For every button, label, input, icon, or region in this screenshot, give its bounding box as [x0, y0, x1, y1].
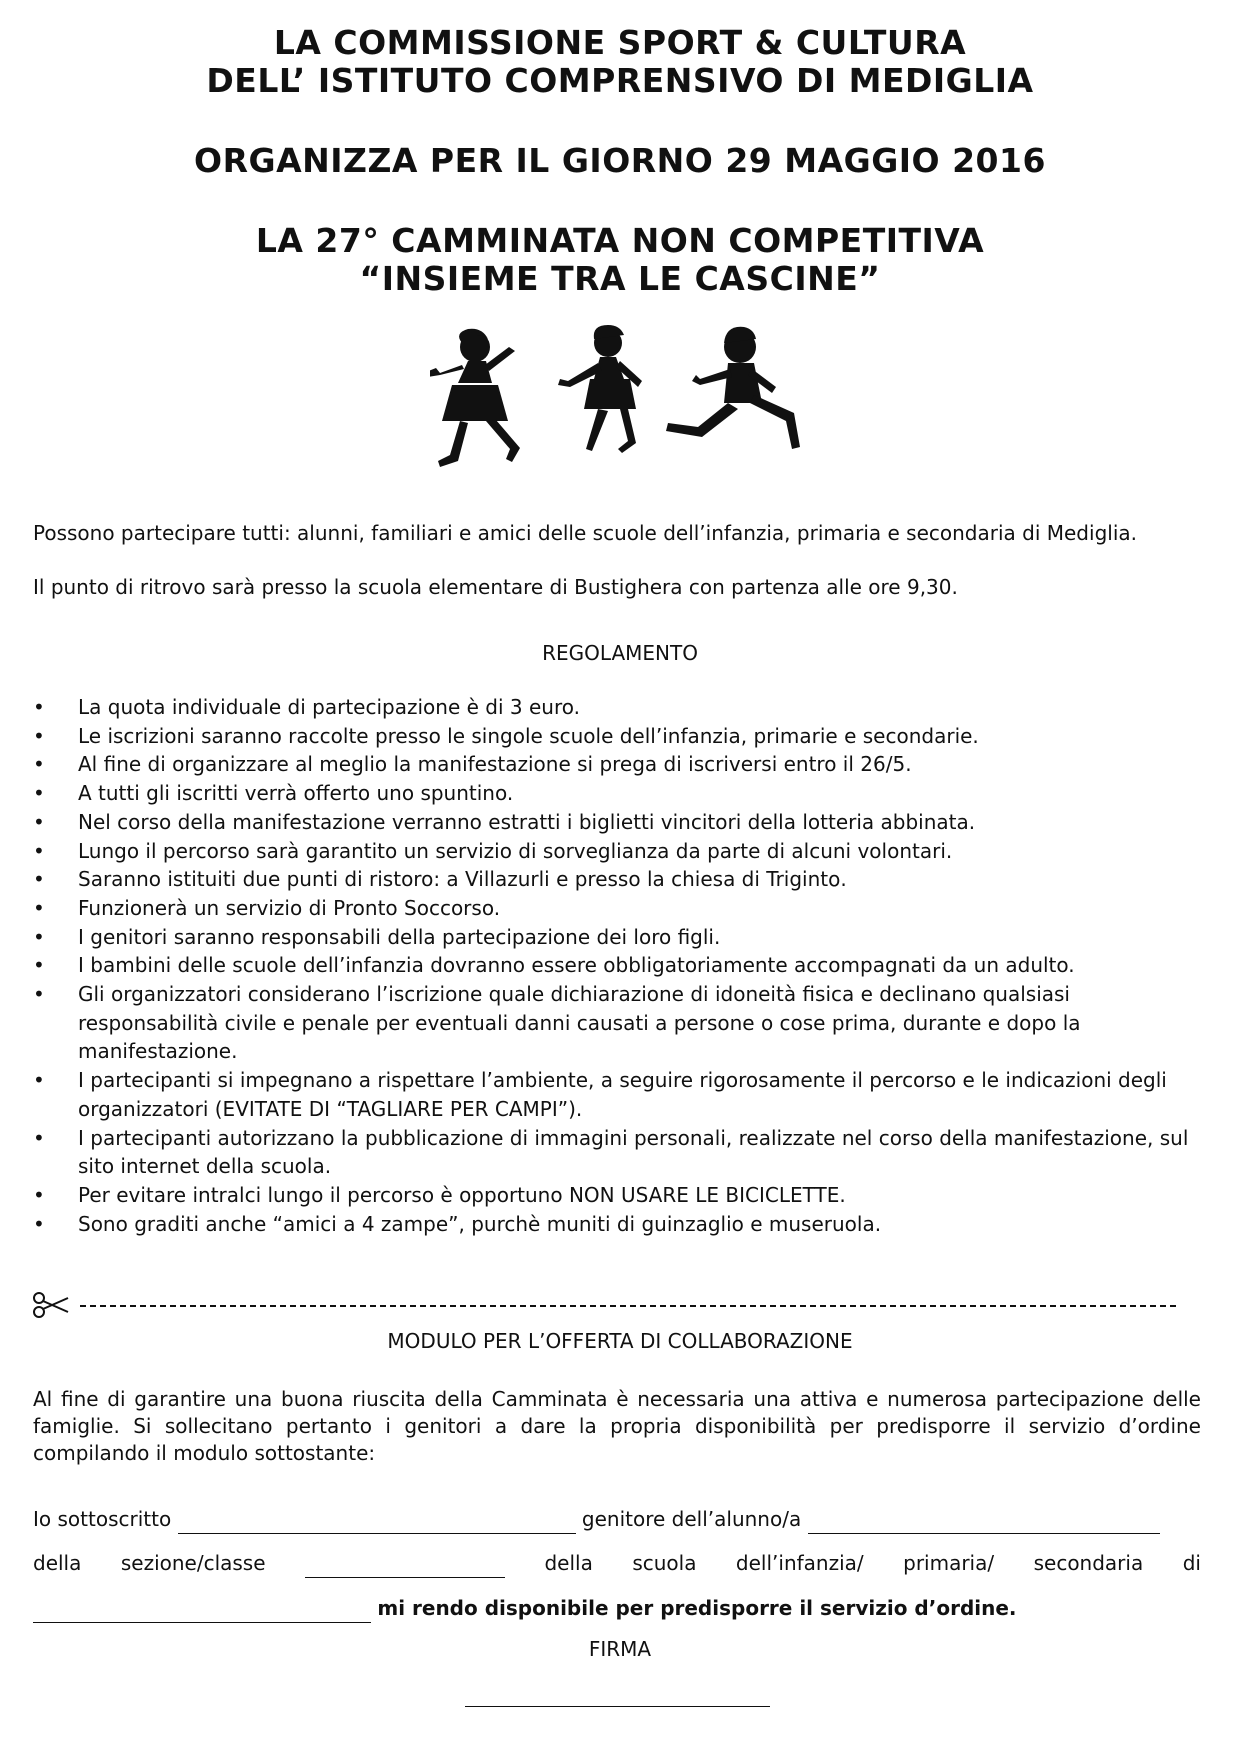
class-section-field[interactable]: [305, 1549, 505, 1578]
list-item: • Gli organizzatori considerano l’iscrizione quale dichiarazione di idoneità fisica e declinano qualsiasi responsabilità civile e penale per eventuali danni causati a persone o cose prima, durante e dopo la manifestazione.: [33, 980, 1208, 1066]
list-item: • Saranno istituiti due punti di ristoro: a Villazurli e presso la chiesa di Trigintο.: [33, 865, 1208, 894]
list-item: • La quota individuale di partecipazione è di 3 euro.: [33, 693, 1208, 722]
parent-name-field[interactable]: [178, 1505, 576, 1534]
intro-participants: Possono partecipare tutti: alunni, familiari e amici delle scuole dell’infanzia, primaria e secondaria di Mediglia.: [33, 521, 1137, 545]
girl-silhouette: [558, 325, 642, 453]
list-item: • Per evitare intralci lungo il percorso è opportuno NON USARE LE BICICLETTE.: [33, 1181, 1208, 1210]
list-item: • Funzionerà un servizio di Pronto Soccorso.: [33, 894, 1208, 923]
rules-list: [33, 693, 1208, 1238]
list-item: • I genitori saranno responsabili della partecipazione dei loro figli.: [33, 923, 1208, 952]
boy-silhouette: [666, 327, 800, 449]
list-item: • Sono graditi anche “amici a 4 zampe”, purchè muniti di guinzaglio e museruola.: [33, 1210, 1208, 1239]
list-item: • Nel corso della manifestazione verranno estratti i biglietti vincitori della lotteria abbinata.: [33, 808, 1208, 837]
student-name-field[interactable]: [808, 1505, 1160, 1534]
form-line-2: della sezione/classe della scuola dell’infanzia/ primaria/ secondaria di: [33, 1549, 1201, 1578]
running-children-illustration: [430, 325, 820, 485]
scissors-icon: [32, 1290, 72, 1320]
list-item: • Lungo il percorso sarà garantito un servizio di sorveglianza da parte di alcuni volontari.: [33, 837, 1208, 866]
event-title: LA 27° CAMMINATA NON COMPETITIVA “INSIEME TRA LE CASCINE”: [255, 221, 985, 298]
modulo-intro: Al fine di garantire una buona riuscita della Camminata è necessaria una attiva e numerosa partecipazione delle famiglie. Si sollecitano pertanto i genitori a dare la propria disponibilità per predisporre il servizio d’ordine compilando il modulo sottostante:: [33, 1387, 1201, 1465]
school-location-field[interactable]: [33, 1594, 371, 1623]
signature-field[interactable]: [465, 1706, 770, 1707]
form-line-3: mi rendo disponibile per predisporre il servizio d’ordine.: [33, 1594, 1201, 1623]
organizer-title: LA COMMISSIONE SPORT & CULTURA DELL’ ISTITUTO COMPRENSIVO DI MEDIGLIA: [206, 23, 1034, 100]
list-item: • I bambini delle scuole dell’infanzia dovranno essere obbligatoriamente accompagnati da un adulto.: [33, 951, 1208, 980]
regolamento-heading: REGOLAMENTO: [542, 641, 698, 665]
list-item: • I partecipanti si impegnano a rispettare l’ambiente, a seguire rigorosamente il percorso e le indicazioni degli organizzatori (EVITATE DI “TAGLIARE PER CAMPI”).: [33, 1066, 1208, 1123]
list-item: • Le iscrizioni saranno raccolte presso le singole scuole dell’infanzia, primarie e secondarie.: [33, 722, 1208, 751]
intro-meeting-point: Il punto di ritrovo sarà presso la scuola elementare di Bustighera con partenza alle ore 9,30.: [33, 575, 958, 599]
list-item: • I partecipanti autorizzano la pubblicazione di immagini personali, realizzate nel corso della manifestazione, sul sito internet della scuola.: [33, 1124, 1208, 1181]
form-line-1: Io sottoscritto genitore dell’alunno/a: [33, 1505, 1201, 1534]
signature-label: FIRMA: [588, 1637, 652, 1661]
event-date: ORGANIZZA PER IL GIORNO 29 MAGGIO 2016: [194, 141, 1046, 180]
cut-line: [80, 1305, 1176, 1307]
modulo-heading: MODULO PER L’OFFERTA DI COLLABORAZIONE: [387, 1329, 853, 1353]
list-item: • Al fine di organizzare al meglio la manifestazione si prega di iscriversi entro il 26/5.: [33, 750, 1208, 779]
girl-silhouette: [430, 329, 520, 467]
list-item: • A tutti gli iscritti verrà offerto uno spuntino.: [33, 779, 1208, 808]
